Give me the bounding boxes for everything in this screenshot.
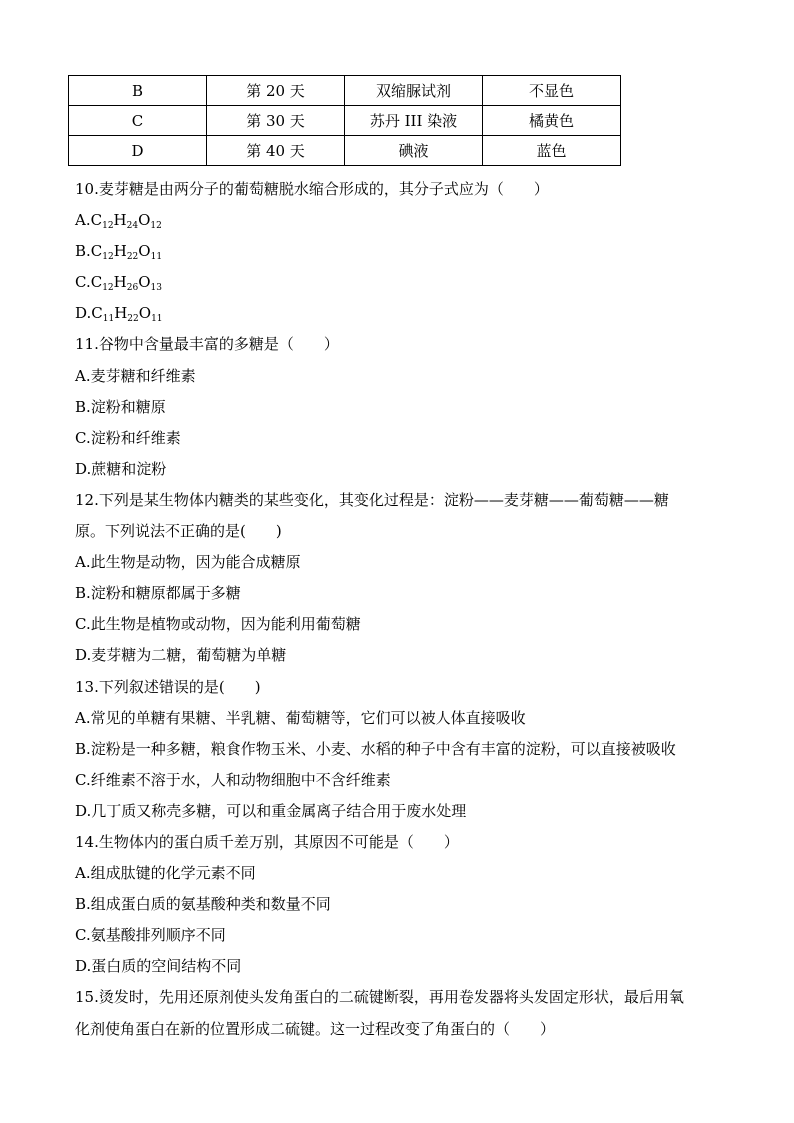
question-15-stem-line2: 化剂使角蛋白在新的位置形成二硫键。这一过程改变了角蛋白的（ ） <box>75 1019 556 1038</box>
table-row <box>69 76 621 106</box>
option-11-a: A.麦芽糖和纤维素 <box>75 366 196 385</box>
option-12-a: A.此生物是动物，因为能合成糖原 <box>75 553 301 572</box>
answer-table <box>68 75 621 166</box>
option-13-c: C.纤维素不溶于水，人和动物细胞中不含纤维素 <box>75 770 391 789</box>
question-15-stem-line1: 15.烫发时，先用还原剂使头发角蛋白的二硫键断裂，再用卷发器将头发固定形状，最后用氧 <box>75 988 684 1007</box>
option-10-d: $D.C_{11}H_{22}O_{11}$ <box>75 304 163 325</box>
option-10-b: $B.C_{12}H_{22}O_{11}$ <box>75 242 163 263</box>
table-cell: 不显色 <box>483 76 621 106</box>
table-cell: D <box>69 136 207 166</box>
table-cell: 双缩脲试剂 <box>345 76 483 106</box>
question-11-stem: 11.谷物中含量最丰富的多糖是（ ） <box>75 335 339 354</box>
question-13-stem: 13.下列叙述错误的是( ) <box>75 677 261 696</box>
question-list <box>75 174 775 1045</box>
table-cell: 第 20 天 <box>207 76 345 106</box>
table-cell: 第 40 天 <box>207 136 345 166</box>
question-14-stem: 14.生物体内的蛋白质千差万别，其原因不可能是（ ） <box>75 832 459 851</box>
question-12-stem-line1: 12.下列是某生物体内糖类的某些变化，其变化过程是：淀粉——麦芽糖——葡萄糖——糖 <box>75 490 669 509</box>
table-cell: 橘黄色 <box>483 106 621 136</box>
table-cell: 碘液 <box>345 136 483 166</box>
option-14-b: B.组成蛋白质的氨基酸种类和数量不同 <box>75 895 331 914</box>
option-11-c: C.淀粉和纤维素 <box>75 428 181 447</box>
option-11-d: D.蔗糖和淀粉 <box>75 459 167 478</box>
option-12-d: D.麦芽糖为二糖，葡萄糖为单糖 <box>75 646 287 665</box>
option-10-a: $A.C_{12}H_{24}O_{12}$ <box>75 211 162 232</box>
option-12-b: B.淀粉和糖原都属于多糖 <box>75 584 241 603</box>
table-row <box>69 106 621 136</box>
option-10-c: $C.C_{12}H_{26}O_{13}$ <box>75 273 162 294</box>
option-13-b: B.淀粉是一种多糖，粮食作物玉米、小麦、水稻的种子中含有丰富的淀粉，可以直接被吸收 <box>75 739 676 758</box>
option-13-a: A.常见的单糖有果糖、半乳糖、葡萄糖等，它们可以被人体直接吸收 <box>75 708 526 727</box>
table-cell: C <box>69 106 207 136</box>
table-cell: 蓝色 <box>483 136 621 166</box>
table-row <box>69 136 621 166</box>
option-11-b: B.淀粉和糖原 <box>75 397 166 416</box>
question-10-stem: 10.麦芽糖是由两分子的葡萄糖脱水缩合形成的，其分子式应为（ ） <box>75 180 549 198</box>
question-12-stem-line2: 原。下列说法不正确的是( ) <box>75 522 282 541</box>
option-14-c: C.氨基酸排列顺序不同 <box>75 926 226 945</box>
table-cell: 苏丹 III 染液 <box>345 106 483 136</box>
table-cell: 第 30 天 <box>207 106 345 136</box>
table-cell: B <box>69 76 207 106</box>
option-13-d: D.几丁质又称壳多糖，可以和重金属离子结合用于废水处理 <box>75 801 467 820</box>
option-12-c: C.此生物是植物或动物，因为能利用葡萄糖 <box>75 615 361 634</box>
option-14-a: A.组成肽键的化学元素不同 <box>75 864 256 883</box>
option-14-d: D.蛋白质的空间结构不同 <box>75 957 242 976</box>
